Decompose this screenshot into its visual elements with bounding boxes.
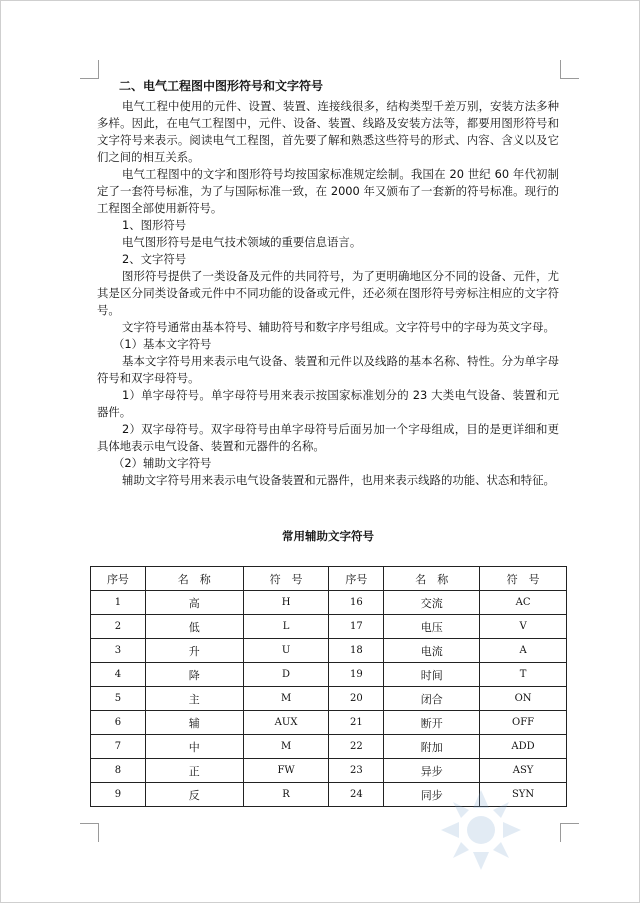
table-cell: T	[480, 663, 567, 687]
table-cell: FW	[243, 759, 329, 783]
paragraph: 电气工程中使用的元件、设置、装置、连接线很多，结构类型千差万别，安装方法多种多样。因此，在电气工程图中，元件、设备、装置、线路及安装方法等，都要用图形符号和文字符号来表示。阅读电气工程图，首先要了解和熟悉这些符号的形式、内容、含义以及它们之间的相互关系。	[97, 99, 559, 164]
table-cell: 16	[329, 591, 384, 615]
table-cell: ASY	[480, 759, 567, 783]
table-row	[91, 687, 567, 711]
crop-mark-top-left	[80, 60, 99, 79]
table-row	[91, 735, 567, 759]
table-cell: 降	[145, 663, 243, 687]
table-cell: 反	[145, 783, 243, 807]
table-cell: U	[243, 639, 329, 663]
header-cell: 符 号	[243, 567, 329, 591]
table-cell: 断开	[384, 711, 480, 735]
table-cell: 4	[91, 663, 146, 687]
table-cell: 交流	[384, 591, 480, 615]
table-cell: 2	[91, 615, 146, 639]
table-title: 常用辅助文字符号	[282, 529, 374, 543]
table-cell: SYN	[480, 783, 567, 807]
table-cell: AC	[480, 591, 567, 615]
crop-mark-bottom-left	[80, 823, 99, 842]
table-cell: 17	[329, 615, 384, 639]
paragraph: 2）双字母符号。双字母符号由单字母符号后面另加一个字母组成，目的是更详细和更具体地表示电气设备、装置和元器件的名称。	[97, 422, 559, 453]
table-cell: 闭合	[384, 687, 480, 711]
aux-symbol-table	[90, 566, 567, 807]
body-text	[97, 98, 559, 489]
table-cell: 电流	[384, 639, 480, 663]
paragraph: 基本文字符号用来表示电气设备、装置和元件以及线路的基本名称、特性。分为单字母符号和双字母符号。	[97, 354, 559, 385]
paragraph: 文字符号通常由基本符号、辅助符号和数字序号组成。文字符号中的字母为英文字母。	[122, 320, 555, 334]
header-cell: 名 称	[145, 567, 243, 591]
table-row	[91, 663, 567, 687]
table-cell: 辅	[145, 711, 243, 735]
table-cell: 正	[145, 759, 243, 783]
table-cell: 23	[329, 759, 384, 783]
table-cell: L	[243, 615, 329, 639]
paragraph: 图形符号提供了一类设备及元件的共同符号，为了更明确地区分不同的设备、元件，尤其是区分同类设备或元件中不同功能的设备或元件，还必须在图形符号旁标注相应的文字符号。	[97, 269, 559, 317]
table-row	[91, 615, 567, 639]
table-cell: 1	[91, 591, 146, 615]
paragraph: 1）单字母符号。单字母符号用来表示按国家标准划分的 23 大类电气设备、装置和元器件。	[97, 388, 559, 419]
table-row	[91, 639, 567, 663]
crop-mark-top-right	[560, 60, 579, 79]
header-cell: 符 号	[480, 567, 567, 591]
table-header-row	[91, 567, 567, 591]
table-cell: 9	[91, 783, 146, 807]
table-cell: 19	[329, 663, 384, 687]
paragraph: 电气图形符号是电气技术领域的重要信息语言。	[122, 235, 362, 249]
paragraph: 电气工程图中的文字和图形符号均按国家标准规定绘制。我国在 20 世纪 60 年代初制定了一套符号标准，为了与国际标准一致，在 2000 年又颁布了一套新的符号标准。现行的工程图全部使用新符号。	[97, 167, 559, 215]
table-cell: 异步	[384, 759, 480, 783]
table-cell: 7	[91, 735, 146, 759]
table-cell: 中	[145, 735, 243, 759]
table-cell: 低	[145, 615, 243, 639]
table-row	[91, 591, 567, 615]
table-cell: 3	[91, 639, 146, 663]
table-cell: 电压	[384, 615, 480, 639]
header-cell: 序号	[329, 567, 384, 591]
header-cell: 序号	[91, 567, 146, 591]
table-cell: D	[243, 663, 329, 687]
crop-mark-bottom-right	[560, 823, 579, 842]
table-cell: 24	[329, 783, 384, 807]
table-cell: 主	[145, 687, 243, 711]
table-cell: V	[480, 615, 567, 639]
section-heading: 二、电气工程图中图形符号和文字符号	[119, 79, 324, 93]
table-cell: AUX	[243, 711, 329, 735]
table-cell: A	[480, 639, 567, 663]
subheading: （2）辅助文字符号	[113, 456, 212, 470]
table-cell: 同步	[384, 783, 480, 807]
table-cell: 附加	[384, 735, 480, 759]
table-cell: 20	[329, 687, 384, 711]
table-row	[91, 759, 567, 783]
table-cell: 21	[329, 711, 384, 735]
table-cell: 5	[91, 687, 146, 711]
subheading: （1）基本文字符号	[113, 337, 212, 351]
table-cell: H	[243, 591, 329, 615]
table-cell: 18	[329, 639, 384, 663]
table-cell: 高	[145, 591, 243, 615]
table-cell: 8	[91, 759, 146, 783]
table-cell: M	[243, 687, 329, 711]
table-cell: 升	[145, 639, 243, 663]
table-cell: ON	[480, 687, 567, 711]
table-cell: 6	[91, 711, 146, 735]
table-cell: 22	[329, 735, 384, 759]
table-cell: OFF	[480, 711, 567, 735]
table-cell: R	[243, 783, 329, 807]
subheading: 2、文字符号	[122, 252, 187, 266]
header-cell: 名 称	[384, 567, 480, 591]
table-row	[91, 711, 567, 735]
paragraph: 辅助文字符号用来表示电气设备装置和元器件，也用来表示线路的功能、状态和特征。	[122, 473, 555, 487]
subheading: 1、图形符号	[122, 218, 187, 232]
table-cell: ADD	[480, 735, 567, 759]
snowflake-watermark-icon	[436, 785, 526, 875]
table-cell: 时间	[384, 663, 480, 687]
table-cell: M	[243, 735, 329, 759]
